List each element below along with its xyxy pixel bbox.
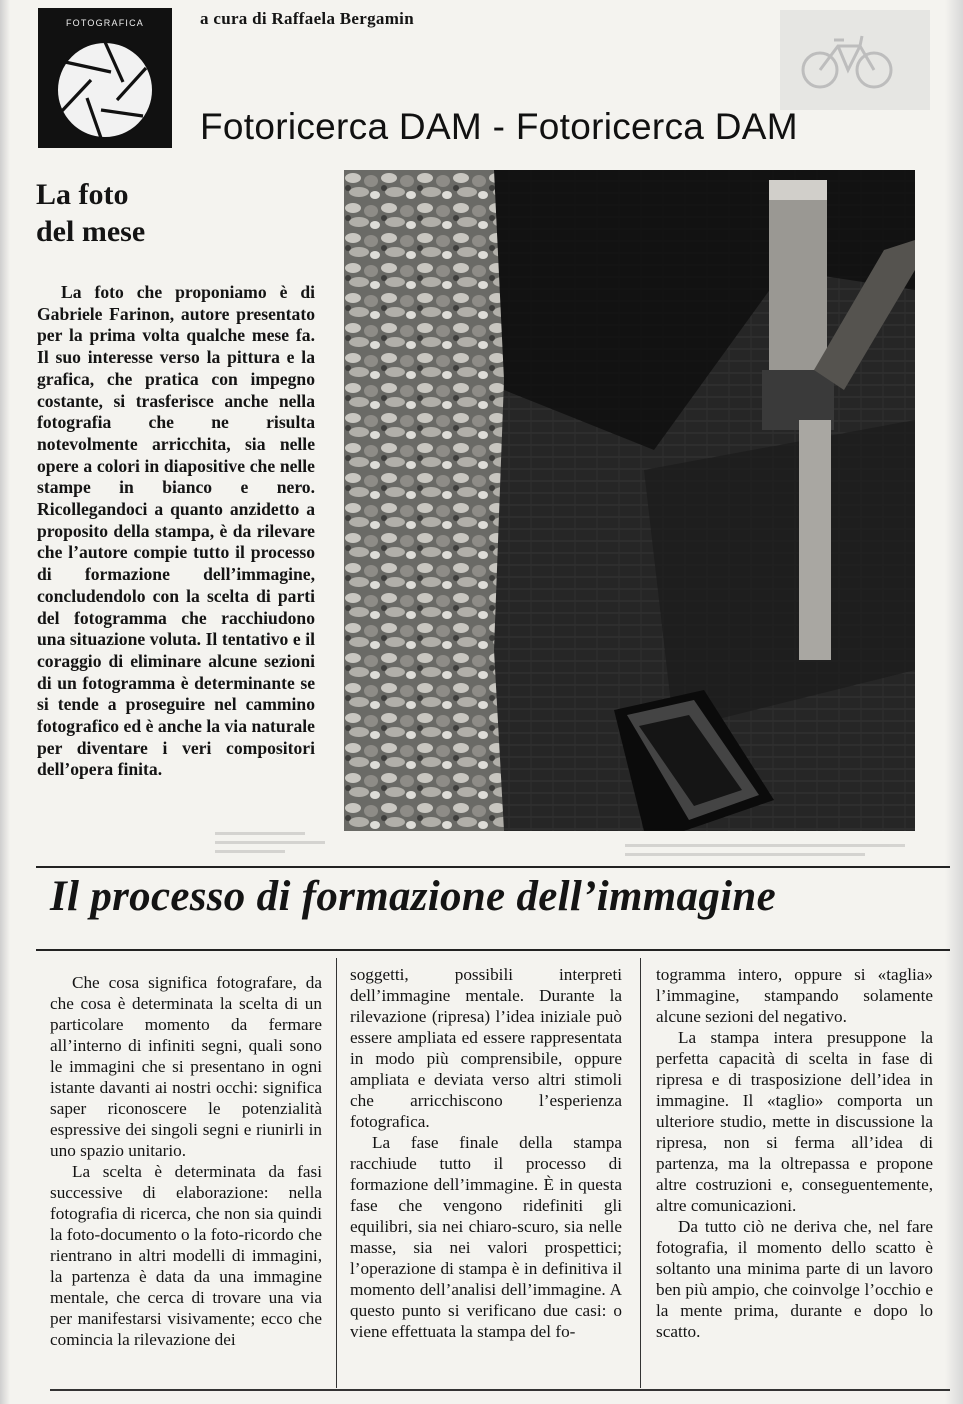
aperture-icon <box>51 38 159 142</box>
article-title: Il processo di formazione dell’immagine <box>50 873 776 920</box>
fotografica-logo <box>38 8 172 148</box>
featured-photo <box>344 170 915 831</box>
page-edge-shadow <box>0 0 10 1404</box>
photo-title-line2: del mese <box>36 215 146 248</box>
photo-of-month-title <box>36 176 145 250</box>
paragraph: La fase finale della stampa racchiude tutto il processo di formazione dell’immagine. È in questa fase che vengono ridefiniti gli equilibri, sia nei chiaro-scuro, sia nelle masse, sia nei valori prospettici; l’operazione di stampa è in definitiva il momento dell’analisi dell’immagine. A questo punto si verificano due casi: o viene effettuata la stampa del fo- <box>350 1133 622 1341</box>
paragraph: togramma intero, oppure si «taglia» l’immagine, stampando solamente alcune sezioni del negativo. <box>656 965 933 1026</box>
section-header-title: Fotoricerca DAM - Fotoricerca DAM <box>200 106 798 147</box>
article-column-2 <box>350 964 622 1342</box>
ghost-text-left <box>215 826 325 866</box>
paragraph: La stampa intera presuppone la perfetta capacità di scelta in fase di ripresa e di trasposizione dell’idea in immagine. Il «taglio» comporta un ulteriore studio, mette in discussione la ripresa, non si ferma all’idea di partenza, ma la oltrepassa e propone altre costruzioni e, conseguentemente, altre comunicazioni. <box>656 1028 933 1215</box>
title-rule-top <box>36 866 950 868</box>
page-bottom-rule <box>50 1389 950 1391</box>
paragraph: Da tutto ciò ne deriva che, nel fare fotografia, il momento dello scatto è soltanto una minima parte di un lavoro ben più ampio, che coinvolge l’occhio e la mente prima, durante e dopo lo scatto. <box>656 1217 933 1341</box>
column-divider <box>640 958 641 1388</box>
article-column-1 <box>50 972 322 1350</box>
column-divider <box>336 958 337 1388</box>
article-column-3 <box>656 964 933 1342</box>
paragraph: soggetti, possibili interpreti dell’immagine mentale. Durante la rilevazione (ripresa) l’idea iniziale può essere ampliata ed essere rappresentata in modo più comprensibile, oppure ampliata e deviata verso altri stimoli che arricchiscono l’esperienza fotografica. <box>350 965 622 1131</box>
title-rule-bottom <box>36 949 950 951</box>
paragraph: La scelta è determinata da fasi successive di elaborazione: nella fotografia di ricerca, che non sia quindi la foto-documento o la foto-ricordo che rientrano in altri modelli di immagini, la partenza è data da una immagine mentale, che cerca di trovare una via per manifestarsi visivamente; ecco che comincia la rilevazione dei <box>50 1162 322 1349</box>
photo-image <box>344 170 915 831</box>
photo-title-line1: La foto <box>36 178 129 211</box>
ghost-text-right <box>625 838 915 860</box>
bicycle-icon <box>800 28 895 90</box>
paragraph: Che cosa significa fotografare, da che cosa è determinata la scelta di un particolare momento da fermare all’interno di infiniti segni, quali sono le immagini che si presentano in ogni istante davanti ai nostri occhi: significa saper riconoscere le potenzialità espressive dei singoli segni e riunirli in uno spazio unitario. <box>50 973 322 1160</box>
editor-credit: a cura di Raffaela Bergamin <box>200 9 414 28</box>
page-edge-shadow-right <box>945 0 963 1404</box>
photo-description: La foto che proponiamo è di Gabriele Farinon, autore presentato per la prima volta qualche mese fa. Il suo interesse verso la pittura e la grafica, che pratica con impegno costante, si trasferisce anche nella fotografia che ne risulta notevolmente arricchita, sia nelle opere a colori in diapositive che nelle stampe in bianco e nero. Ricollegandoci a quanto anzidetto a proposito della stampa, è da rilevare che l’autore compie tutto il processo di formazione dell’immagine, concludendolo con la scelta di parti del fotogramma che racchiudono una situazione voluta. Il tentativo e il coraggio di eliminare alcune sezioni di un fotogramma è determinante se si tende a proseguire nel cammino fotografico ed è anche la via naturale per diventare i veri compositori dell’opera finita. <box>37 282 315 780</box>
logo-label: FOTOGRAFICA <box>65 18 145 28</box>
